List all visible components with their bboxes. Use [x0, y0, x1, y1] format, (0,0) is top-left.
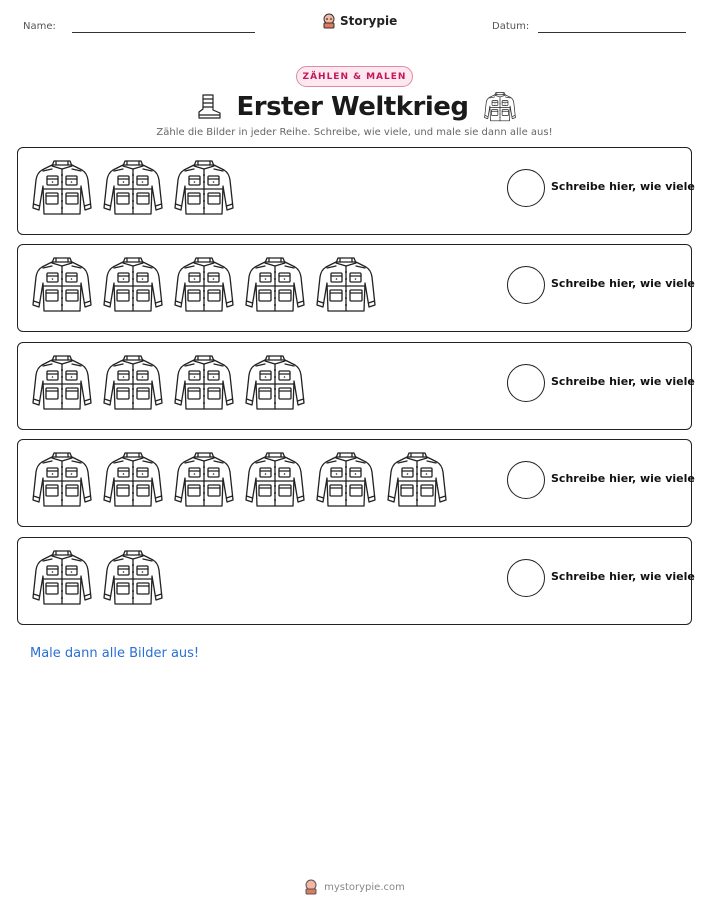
name-line[interactable] — [72, 32, 255, 33]
jacket-icon — [101, 156, 165, 220]
answer-circle[interactable] — [507, 266, 545, 304]
answer-circle[interactable] — [507, 364, 545, 402]
jacket-icon — [30, 253, 94, 317]
title-row — [0, 90, 709, 124]
answer-circle[interactable] — [507, 169, 545, 207]
date-label: Datum: — [492, 21, 530, 32]
jacket-icon — [243, 448, 307, 512]
jacket-icon — [30, 448, 94, 512]
footer-url[interactable]: mystorypie.com — [324, 881, 405, 893]
jacket-icon — [243, 351, 307, 415]
answer-label: Schreibe hier, wie viele — [551, 375, 695, 388]
jacket-icon — [101, 448, 165, 512]
coloring-instruction: Male dann alle Bilder aus! — [30, 646, 200, 661]
counting-row-2 — [17, 244, 695, 332]
jacket-group — [30, 546, 165, 610]
jacket-icon — [172, 351, 236, 415]
jacket-icon — [172, 448, 236, 512]
jacket-group — [30, 253, 378, 317]
answer-circle[interactable] — [507, 461, 545, 499]
jacket-icon — [314, 448, 378, 512]
jacket-icon — [172, 253, 236, 317]
boot-icon — [193, 92, 223, 122]
jacket-icon — [172, 156, 236, 220]
jacket-icon — [385, 448, 449, 512]
jacket-group — [30, 448, 449, 512]
counting-row-4 — [17, 439, 695, 527]
jacket-icon — [30, 156, 94, 220]
brand-name: Storypie — [340, 14, 398, 28]
counting-row-3 — [17, 342, 695, 430]
counting-row-1 — [17, 147, 695, 235]
storypie-logo-icon — [322, 13, 336, 29]
answer-label: Schreibe hier, wie viele — [551, 570, 695, 583]
answer-label: Schreibe hier, wie viele — [551, 472, 695, 485]
jacket-icon — [30, 546, 94, 610]
jacket-group — [30, 351, 307, 415]
answer-circle[interactable] — [507, 559, 545, 597]
instructions: Zähle die Bilder in jeder Reihe. Schreibe, wie viele, und male sie dann alle aus! — [156, 127, 553, 138]
jacket-icon — [101, 253, 165, 317]
jacket-icon — [101, 351, 165, 415]
footer — [0, 879, 709, 895]
jacket-icon — [483, 90, 517, 124]
jacket-group — [30, 156, 236, 220]
jacket-icon — [101, 546, 165, 610]
jacket-icon — [243, 253, 307, 317]
jacket-icon — [314, 253, 378, 317]
storypie-logo-icon — [304, 879, 318, 895]
page-title: Erster Weltkrieg — [236, 92, 469, 122]
date-line[interactable] — [538, 32, 686, 33]
answer-label: Schreibe hier, wie viele — [551, 277, 695, 290]
name-label: Name: — [23, 21, 56, 32]
answer-label: Schreibe hier, wie viele — [551, 180, 695, 193]
jacket-icon — [30, 351, 94, 415]
brand — [322, 13, 397, 29]
category-badge: ZÄHLEN & MALEN — [296, 66, 413, 87]
counting-row-5 — [17, 537, 695, 625]
